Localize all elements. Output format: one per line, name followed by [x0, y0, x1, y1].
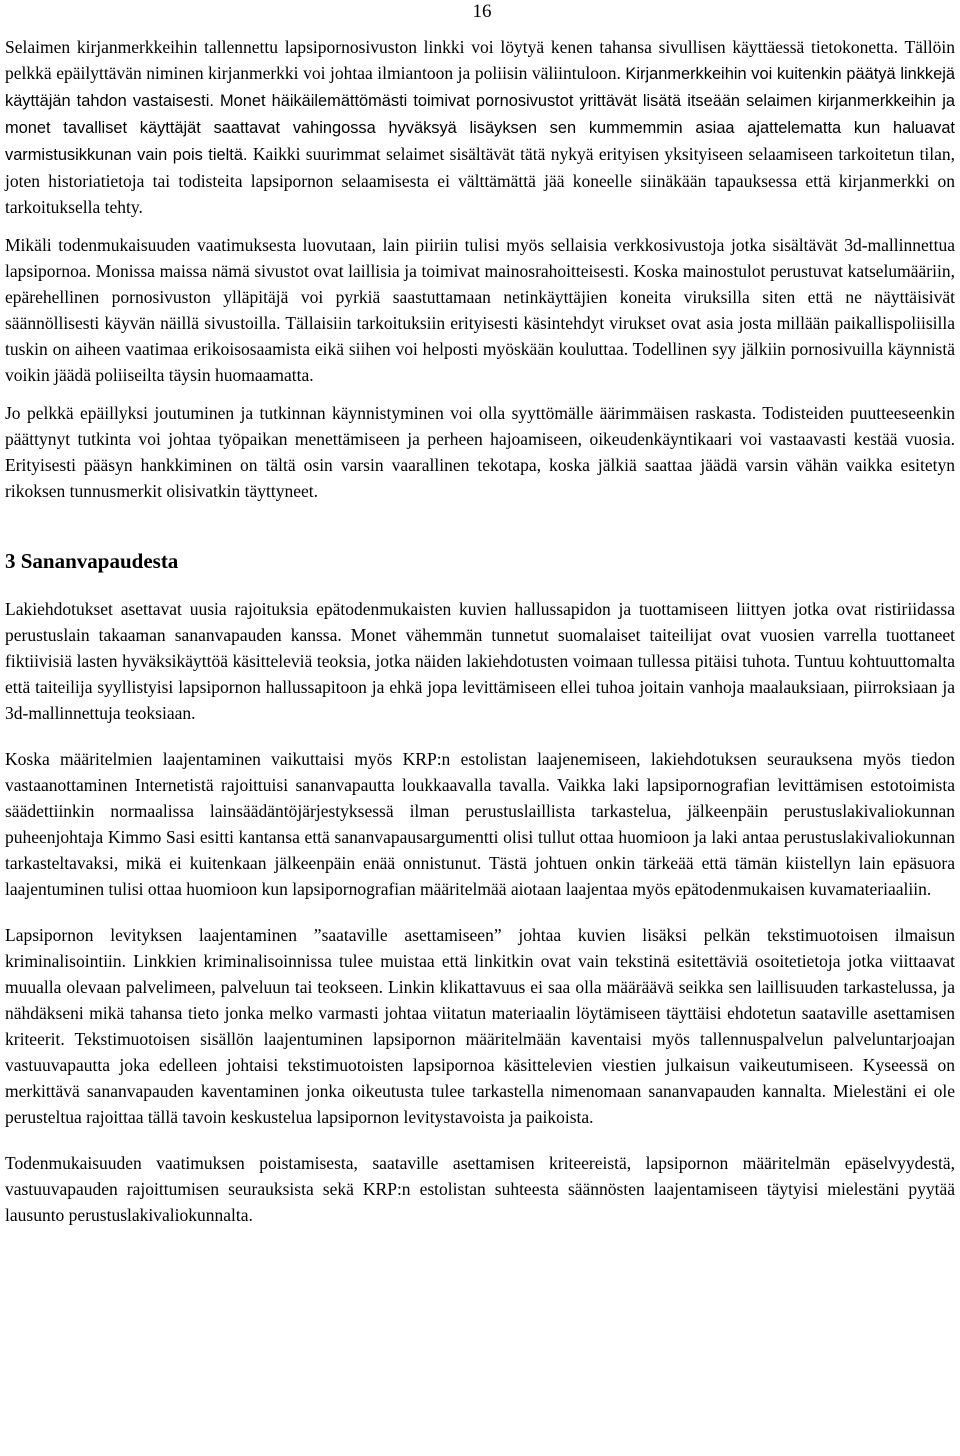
- paragraph-3d-sites: Mikäli todenmukaisuuden vaatimuksesta luovutaan, lain piiriin tulisi myös sellaisia verkkosivustoja jotka sisältävät 3d-mallinnettua lapsipornoa. Monissa maissa nämä sivustot ovat laillisia ja toimivat mainosrahoitteisesti. Koska mainostulot perustuvat katselumääriin, epärehellinen pornosivuston ylläpitäjä voi pyrkiä saastuttamaan netinkäyttäjien koneita viruksilla siten että ne näyttäisivät säännöllisesti käyvän näillä sivustoilla. Tällaisiin tarkoituksiin erityisesti käsintehdyt virukset ovat asia josta millään paikallispoliisilla tuskin on aiheen vaatimaa erikoisosaamista eikä siihen voi helposti myöskään kouluttaa. Todellinen syy jälkiin pornosivuilla käynnistä voikin jäädä poliiseilta täysin huomaamatta.: [5, 235, 955, 385]
- section-paragraph-2: Koska määritelmien laajentaminen vaikuttaisi myös KRP:n estolistan laajenemiseen, lakiehdotuksen seurauksena myös tiedon vastaanottaminen Internetistä rajoittuisi sananvapautta loukkaavalla tavalla. Vaikka laki lapsipornografian levittämisen estotoimista säädettiinkin normaalissa lainsäädäntöjärjestyksessä ilman perustuslaillista tarkastelua, jälkeenpäin perustuslakivaliokunnan puheenjohtaja Kimmo Sasi esitti kantansa että sananvapausargumentti olisi tullut ottaa huomioon ja laki antaa perustuslakivaliokunnan tarkasteltavaksi, mikä ei kuitenkaan jälkeenpäin enää onnistunut. Tästä johtuen onkin tärkeää että tämän kiistellyn lain epäsuora laajentuminen tulisi ottaa huomioon kun lapsipornografian määritelmää aiotaan laajentaa myös epätodenmukaisen kuvamateriaaliin.: [5, 749, 955, 899]
- section-heading: 3 Sananvapaudesta: [5, 549, 179, 573]
- paragraph-bookmarks-part-3: Kaikki suurimmat selaimet sisältävät tätä nykyä erityisen yksityiseen selaamiseen tarkoitetun tilan, joten historiatietoja tai todisteita lapsipornon selaamisesta ei välttämättä jää koneelle siinäkään tapauksessa että kirjanmerkki on tarkoituksella tehty.: [5, 144, 956, 217]
- section-paragraph-1: Lakiehdotukset asettavat uusia rajoituksia epätodenmukaisten kuvien hallussapidon ja tuottamiseen liittyen jotka ovat ristiriidassa perustuslain takaaman sananvapauden kanssa. Monet vähemmän tunnetut suomalaiset taiteilijat ovat vuosien varrella tuottaneet fiktiivisiä lasten hyväksikäyttöä käsitteleviä teoksia, jotka näiden lakiehdotusten voimaan tullessa pitäisi tuhota. Tuntuu kohtuuttomalta että taiteilija syyllistyisi lapsipornon hallussapitoon ja ehkä jopa levittämiseen ellei tuhoa joitain vanhoja maalauksiaan, piirroksiaan ja 3d-mallinnettuja teoksiaan.: [5, 599, 955, 723]
- paragraph-bookmarks-part-1: Selaimen kirjanmerkkeihin tallennettu lapsipornosivuston linkki voi löytyä kenen tahansa sivullisen käyttäessä tietokonetta. Tällöin pelkkä epäilyttävän niminen kirjanmerkki voi johtaa ilmiantoon ja poliisin väliintuloon.: [5, 37, 955, 83]
- paragraph-bookmarks-part-2: Kirjanmerkkeihin voi kuitenkin päätyä linkkejä käyttäjän tahdon vastaisesti. Monet häikäilemättömästi toimivat pornosivustot yrittävät lisätä itseään selaimen kirjanmerkkeihin ja monet tavalliset käyttäjät saattavat vahingossa hyväksyä lisäyksen sen kummemmin asiaa ajattelematta kun haluavat varmistusikkunan vain pois tieltä.: [5, 65, 955, 164]
- page-content: [5, 34, 955, 1228]
- section-paragraph-4: Todenmukaisuuden vaatimuksen poistamisesta, saataville asettamisen kriteereistä, lapsipornon määritelmän epäselvyydestä, vastuuvapauden rajoittumisen seurauksista sekä KRP:n estolistan suhteesta säännösten laajentamiseen täytyisi mielestäni pyytää lausunto perustuslakivaliokunnalta.: [5, 1153, 955, 1225]
- section-paragraph-3: Lapsipornon levityksen laajentaminen ”saataville asettamiseen” johtaa kuvien lisäksi pelkän tekstimuotoisen ilmaisun kriminalisointiin. Linkkien kriminalisoinnissa tulee muistaa että linkitkin ovat vain tekstinä esitettäviä osoitetietoja jotka viittaavat muualla olevaan palvelimeen, palveluun tai teokseen. Linkin klikattavuus ei saa olla määräävä seikka sen laillisuuden tarkastelussa, ja nähdäkseni mikä tahansa tieto jonka melko varmasti johtaa viitatun materiaalin löytämiseen täyttäisi ehdotetun saataville asettamisen kriteerit. Tekstimuotoisen sisällön laajentuminen lapsipornon määritelmään kaventaisi myös tallennuspalvelun palveluntarjoajan vastuuvapautta joka edelleen johtaisi tekstimuotoisten lapsipornoa käsittelevien viestien julkaisun vaikeutumiseen. Kyseessä on merkittävä sananvapauden kaventaminen jonka oikeutusta tulee tarkastella nimenomaan sananvapauden kannalta. Mielestäni ei ole perusteltua rajoittaa tällä tavoin keskustelua lapsipornon levitystavoista ja paikoista.: [5, 925, 955, 1127]
- paragraph-suspicion: Jo pelkkä epäillyksi joutuminen ja tutkinnan käynnistyminen voi olla syyttömälle äärimmäisen raskasta. Todisteiden puutteeseenkin päättynyt tutkinta voi johtaa työpaikan menettämiseen ja perheen hajoamiseen, oikeudenkäyntikaari voi vastaavasti kestää vuosia. Erityisesti pääsyn hankkiminen on tältä osin varsin vaarallinen tekotapa, koska jälkiä saattaa jäädä varsin vähän vaikka esitetyn rikoksen tunnusmerkit olisivatkin täyttyneet.: [5, 403, 955, 501]
- page-number: 16: [472, 1, 492, 22]
- paragraph-bookmarks: [5, 34, 955, 220]
